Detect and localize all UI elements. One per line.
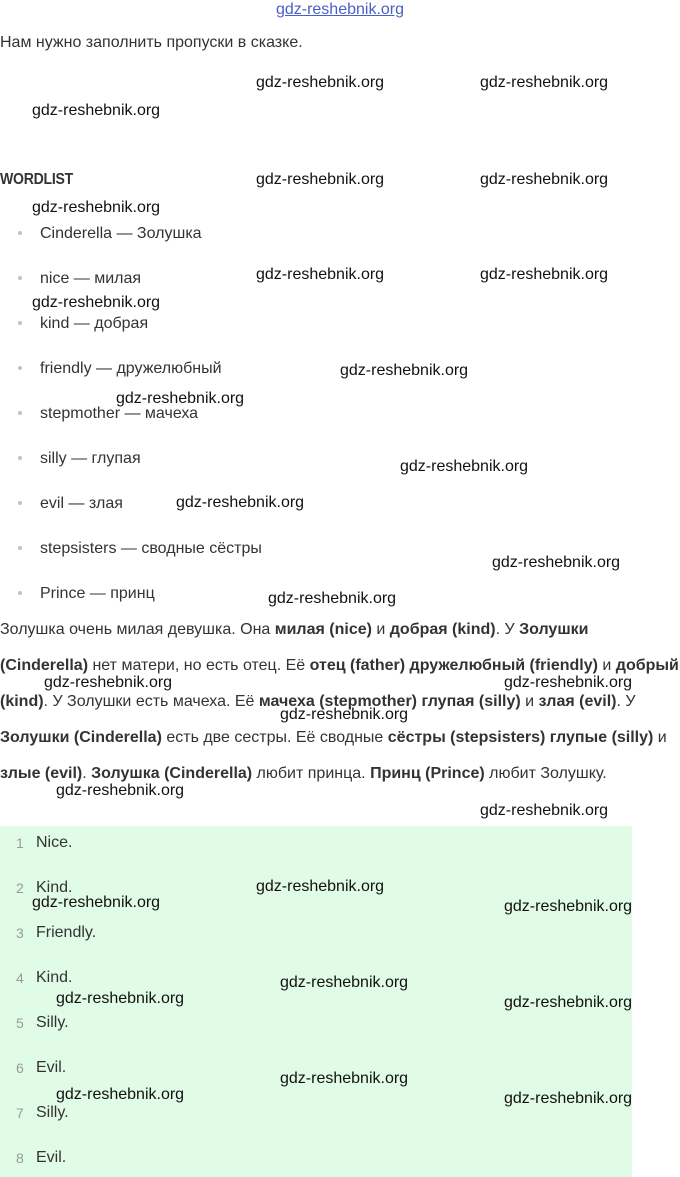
watermark: gdz-reshebnik.org xyxy=(340,362,469,379)
watermark: gdz-reshebnik.org xyxy=(176,494,305,511)
watermark: gdz-reshebnik.org xyxy=(280,1070,409,1087)
bullet-icon xyxy=(18,501,22,505)
bullet-icon xyxy=(18,231,22,235)
bullet-icon xyxy=(18,411,22,415)
watermark: gdz-reshebnik.org xyxy=(268,590,397,607)
wordlist-item-text: Cinderella — Золушка xyxy=(40,225,202,242)
bullet-icon xyxy=(18,456,22,460)
watermark: gdz-reshebnik.org xyxy=(256,266,385,283)
watermark: gdz-reshebnik.org xyxy=(504,994,633,1011)
wordlist-item-text: stepsisters — сводные сёстры xyxy=(40,540,262,557)
watermark: gdz-reshebnik.org xyxy=(480,266,609,283)
answer-number: 4 xyxy=(16,970,24,986)
watermark: gdz-reshebnik.org xyxy=(480,74,609,91)
wordlist-item-text: Prince — принц xyxy=(40,585,155,602)
answer-number: 2 xyxy=(16,880,24,896)
answer-text: Kind. xyxy=(36,969,73,986)
bullet-icon xyxy=(18,591,22,595)
watermark: gdz-reshebnik.org xyxy=(504,674,633,691)
site-header-link[interactable]: gdz-reshebnik.org xyxy=(275,1,405,18)
watermark: gdz-reshebnik.org xyxy=(32,294,161,311)
answer-number: 8 xyxy=(16,1150,24,1166)
wordlist-item-text: stepmother — мачеха xyxy=(40,405,199,422)
watermark: gdz-reshebnik.org xyxy=(56,1086,185,1103)
answer-number: 6 xyxy=(16,1060,24,1076)
watermark: gdz-reshebnik.org xyxy=(400,458,529,475)
answer-text: Evil. xyxy=(36,1149,67,1166)
watermark: gdz-reshebnik.org xyxy=(280,706,409,723)
watermark: gdz-reshebnik.org xyxy=(256,171,385,188)
watermark: gdz-reshebnik.org xyxy=(56,990,185,1007)
bullet-icon xyxy=(18,546,22,550)
watermark: gdz-reshebnik.org xyxy=(32,894,161,911)
answer-text: Friendly. xyxy=(36,924,97,941)
wordlist-heading: WORDLIST xyxy=(0,171,73,188)
watermark: gdz-reshebnik.org xyxy=(504,1090,633,1107)
watermark: gdz-reshebnik.org xyxy=(480,171,609,188)
watermark: gdz-reshebnik.org xyxy=(256,74,385,91)
answers-box xyxy=(0,826,632,1177)
intro-text: Нам нужно заполнить пропуски в сказке. xyxy=(0,34,303,51)
story-paragraph: Золушка очень милая девушка. Она милая (nice) и добрая (kind). У Золушки (Cinderella) нет матери, но есть отец. Её отец (father) дружелюбный (friendly) и добрый (kind). У Золушки есть мачеха. Её мачеха (stepmother) глупая (silly) и злая (evil). У Золушки (Cinderella) есть две сестры. Её сводные сёстры (stepsisters) глупые (silly) и злые (evil). Золушка (Cinderella) любит принца. Принц (Prince) любит Золушку. xyxy=(0,621,679,782)
wordlist-item-text: kind — добрая xyxy=(40,315,149,332)
bullet-icon xyxy=(18,321,22,325)
answer-number: 7 xyxy=(16,1105,24,1121)
watermark: gdz-reshebnik.org xyxy=(56,782,185,799)
wordlist-item-text: silly — глупая xyxy=(40,450,141,467)
answer-number: 3 xyxy=(16,925,24,941)
watermark: gdz-reshebnik.org xyxy=(256,878,385,895)
answer-number: 5 xyxy=(16,1015,24,1031)
watermark: gdz-reshebnik.org xyxy=(116,390,245,407)
answer-text: Kind. xyxy=(36,879,73,896)
watermark: gdz-reshebnik.org xyxy=(32,199,161,216)
watermark: gdz-reshebnik.org xyxy=(44,674,173,691)
bullet-icon xyxy=(18,366,22,370)
answer-text: Evil. xyxy=(36,1059,67,1076)
answer-number: 1 xyxy=(16,835,24,851)
watermark: gdz-reshebnik.org xyxy=(32,102,161,119)
wordlist-item-text: evil — злая xyxy=(40,495,123,512)
watermark: gdz-reshebnik.org xyxy=(504,898,633,915)
answer-text: Silly. xyxy=(36,1104,69,1121)
watermark: gdz-reshebnik.org xyxy=(492,554,621,571)
bullet-icon xyxy=(18,276,22,280)
answer-text: Silly. xyxy=(36,1014,69,1031)
wordlist-item-text: nice — милая xyxy=(40,270,142,287)
wordlist-item-text: friendly — дружелюбный xyxy=(40,360,222,377)
watermark: gdz-reshebnik.org xyxy=(480,802,609,819)
watermark: gdz-reshebnik.org xyxy=(280,974,409,991)
answer-text: Nice. xyxy=(36,834,73,851)
